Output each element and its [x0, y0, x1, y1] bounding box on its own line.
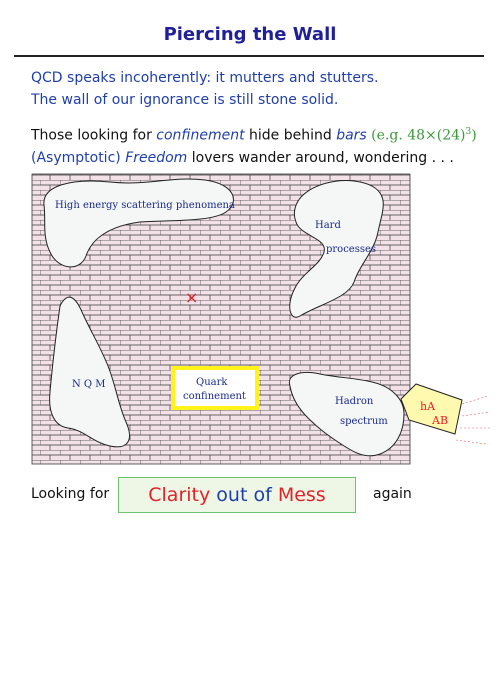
formula-exponent: 3: [465, 127, 472, 137]
again-label: again: [373, 486, 412, 502]
example-close: ): [471, 127, 477, 144]
scattering-label: High energy scattering phenomena: [55, 200, 235, 211]
example-open: (e.g.: [366, 127, 408, 144]
freedom-term: Freedom: [125, 149, 188, 166]
mess-word: Mess: [277, 484, 326, 506]
clarity-box: [118, 477, 356, 513]
bars-term: bars: [336, 127, 367, 144]
text-segment: Those looking for: [31, 127, 157, 144]
looking-for-label: Looking for: [31, 486, 110, 502]
AB-label: AB: [432, 414, 449, 427]
lattice-formula: 48×(24): [407, 127, 466, 144]
asymptotic-term: (Asymptotic): [31, 149, 126, 166]
intro-line-1: QCD speaks incoherently: it mutters and stutters.: [31, 70, 379, 86]
hadron-label-1: Hadron: [335, 396, 374, 407]
red-cross-mark: ×: [185, 288, 199, 307]
nqm-label: N Q M: [72, 379, 106, 390]
out-of-words: out of: [216, 484, 272, 506]
quark-label-1: Quark: [196, 377, 228, 388]
page-title: Piercing the Wall: [163, 24, 337, 45]
text-segment: hide behind: [244, 127, 337, 144]
hA-label: hA: [420, 400, 436, 413]
quark-label-2: confinement: [183, 391, 246, 402]
clarity-word: Clarity: [148, 484, 211, 506]
hard-label-1: Hard: [315, 220, 341, 231]
text-segment: lovers wander around, wondering . . .: [187, 149, 454, 166]
hadron-label-2: spectrum: [340, 416, 388, 427]
confinement-term: confinement: [156, 127, 245, 144]
intro-line-2: The wall of our ignorance is still stone solid.: [31, 92, 339, 108]
hard-label-2: processes: [326, 244, 377, 255]
